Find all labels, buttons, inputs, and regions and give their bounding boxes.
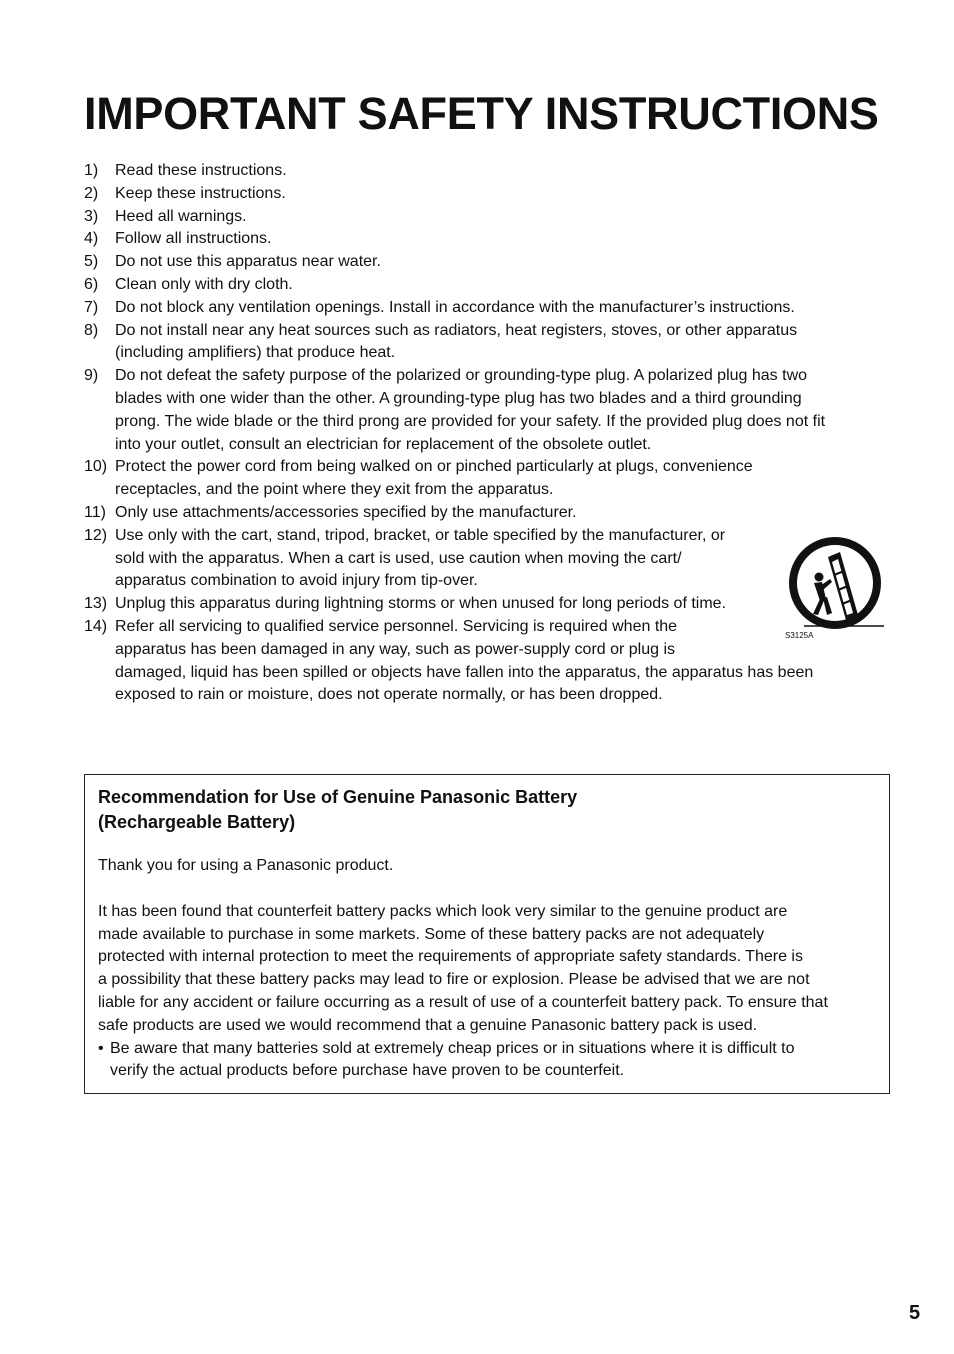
instruction-text-line: prong. The wide blade or the third prong are provided for your safety. If the provided plug does not fit bbox=[115, 412, 826, 430]
instruction-item-4 bbox=[84, 228, 884, 251]
instruction-text-line: damaged, liquid has been spilled or objects have fallen into the apparatus, the apparatus has been bbox=[115, 663, 814, 681]
instruction-item-8 bbox=[84, 320, 884, 366]
instruction-number: 14) bbox=[84, 617, 108, 635]
instruction-number: 4) bbox=[84, 230, 99, 248]
instruction-text-line: apparatus has been damaged in any way, such as power-supply cord or plug is bbox=[115, 640, 676, 658]
instruction-number: 1) bbox=[84, 162, 99, 179]
instruction-text-line: Protect the power cord from being walked on or pinched particularly at plugs, convenience bbox=[115, 458, 753, 476]
instruction-text-line: Do not install near any heat sources such as radiators, heat registers, stoves, or other apparatus bbox=[115, 321, 798, 339]
instruction-number: 6) bbox=[84, 275, 99, 293]
instruction-text-line: apparatus combination to avoid injury from tip-over. bbox=[115, 572, 478, 590]
instruction-number: 7) bbox=[84, 298, 99, 316]
battery-box-body-line: made available to purchase in some markets. Some of these battery packs are not adequately bbox=[98, 925, 765, 943]
battery-box-body-line: a possibility that these battery packs may lead to fire or explosion. Please be advised that we are not bbox=[98, 971, 810, 989]
instruction-item-3 bbox=[84, 206, 884, 229]
instruction-number: 9) bbox=[84, 367, 99, 385]
bullet-mark: • bbox=[98, 1039, 104, 1057]
battery-box-body-line: protected with internal protection to meet the requirements of appropriate safety standards. There is bbox=[98, 948, 803, 966]
instruction-text-line: (including amplifiers) that produce heat. bbox=[115, 344, 396, 362]
battery-box-body bbox=[98, 901, 876, 1038]
instruction-text-line: blades with one wider than the other. A grounding-type plug has two blades and a third grounding bbox=[115, 389, 802, 407]
instruction-item-9 bbox=[84, 365, 884, 456]
instruction-text: Do not use this apparatus near water. bbox=[115, 253, 381, 271]
page-title: IMPORTANT SAFETY INSTRUCTIONS bbox=[84, 88, 879, 139]
cart-tip-over-symbol bbox=[782, 535, 888, 631]
instruction-number: 13) bbox=[84, 595, 108, 613]
page-number: 5 bbox=[909, 1302, 921, 1324]
instruction-item-11 bbox=[84, 502, 884, 525]
instruction-item-12 bbox=[84, 525, 884, 593]
battery-recommendation-box bbox=[84, 774, 890, 1094]
instruction-text-line: sold with the apparatus. When a cart is used, use caution when moving the cart/ bbox=[115, 549, 682, 567]
instruction-item-7 bbox=[84, 297, 884, 320]
battery-box-heading-line-1: Recommendation for Use of Genuine Panasonic Battery bbox=[98, 787, 578, 807]
instruction-text: Unplug this apparatus during lightning storms or when unused for long periods of time. bbox=[115, 595, 727, 613]
battery-box-body-line: liable for any accident or failure occurring as a result of use of a counterfeit battery pack. To ensure that bbox=[98, 993, 828, 1011]
battery-box-bullet-line: Be aware that many batteries sold at extremely cheap prices or in situations where it is difficult to bbox=[110, 1039, 795, 1057]
instruction-text: Keep these instructions. bbox=[115, 184, 286, 202]
instruction-text: Do not block any ventilation openings. Install in accordance with the manufacturer’s instructions. bbox=[115, 298, 795, 316]
instruction-text: Heed all warnings. bbox=[115, 207, 247, 225]
instruction-text-line: Do not defeat the safety purpose of the polarized or grounding-type plug. A polarized plug has two bbox=[115, 367, 808, 385]
instruction-text: Follow all instructions. bbox=[115, 230, 272, 248]
instruction-item-5 bbox=[84, 251, 884, 274]
instruction-item-1 bbox=[84, 160, 884, 183]
battery-box-body-line: It has been found that counterfeit battery packs which look very similar to the genuine product are bbox=[98, 902, 788, 920]
instruction-text-line: Use only with the cart, stand, tripod, bracket, or table specified by the manufacturer, or bbox=[115, 526, 726, 544]
instruction-number: 3) bbox=[84, 207, 99, 225]
instruction-number: 10) bbox=[84, 458, 108, 476]
instruction-item-14 bbox=[84, 616, 884, 707]
instruction-text-line: Refer all servicing to qualified service personnel. Servicing is required when the bbox=[115, 617, 678, 635]
battery-box-greeting: Thank you for using a Panasonic product. bbox=[98, 857, 394, 874]
instruction-number: 11) bbox=[84, 503, 106, 521]
instruction-number: 12) bbox=[84, 526, 108, 544]
instruction-text: Clean only with dry cloth. bbox=[115, 275, 293, 293]
instruction-item-6 bbox=[84, 274, 884, 297]
battery-box-heading bbox=[98, 785, 698, 835]
instruction-text-line: into your outlet, consult an electrician for replacement of the obsolete outlet. bbox=[115, 435, 652, 453]
instruction-text-line: receptacles, and the point where they exit from the apparatus. bbox=[115, 481, 554, 499]
instruction-number: 2) bbox=[84, 184, 99, 202]
instruction-text-line: exposed to rain or moisture, does not operate normally, or has been dropped. bbox=[115, 686, 663, 704]
instruction-number: 5) bbox=[84, 253, 99, 271]
battery-box-heading-line-2: (Rechargeable Battery) bbox=[98, 812, 296, 832]
safety-instructions-list bbox=[84, 160, 884, 707]
instruction-item-10 bbox=[84, 456, 884, 502]
cart-tip-over-warning-icon bbox=[782, 535, 888, 643]
instruction-text: Only use attachments/accessories specified by the manufacturer. bbox=[115, 503, 577, 521]
instruction-item-13 bbox=[84, 593, 884, 616]
instruction-number: 8) bbox=[84, 321, 99, 339]
battery-box-bullet-line: verify the actual products before purchase have proven to be counterfeit. bbox=[110, 1062, 625, 1080]
instruction-text: Read these instructions. bbox=[115, 162, 287, 179]
battery-box-bullet bbox=[98, 1038, 876, 1084]
battery-box-body-line: safe products are used we would recommend that a genuine Panasonic battery pack is used. bbox=[98, 1016, 758, 1034]
instruction-item-2 bbox=[84, 183, 884, 206]
cart-icon-code: S3125A bbox=[785, 631, 814, 640]
